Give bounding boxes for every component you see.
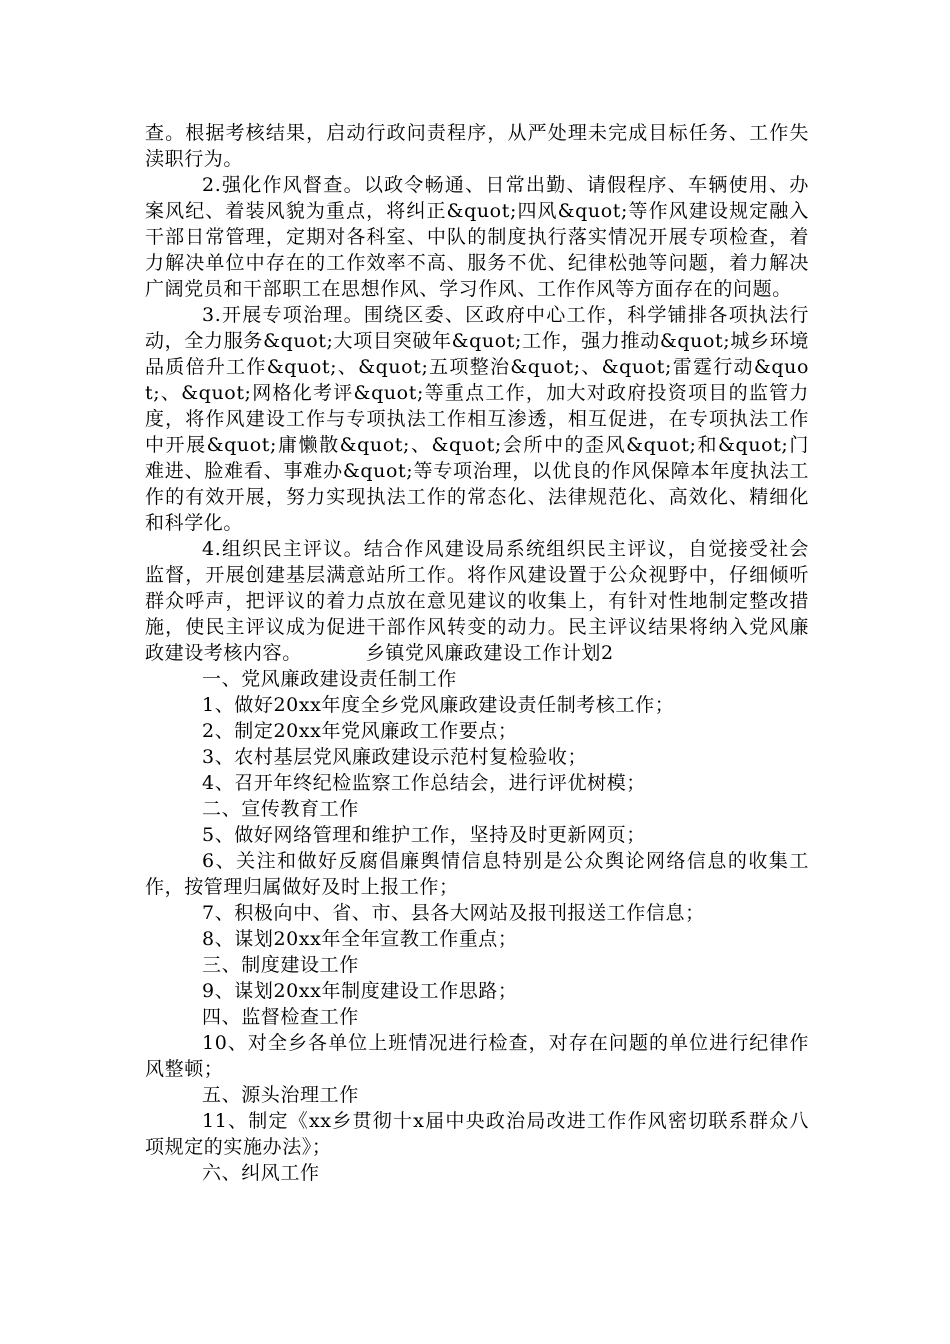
section-heading: 六、纠风工作 — [202, 1162, 320, 1184]
list-item: 6、关注和做好反腐倡廉舆情信息特别是公众舆论网络信息的收集工作，按管理归属做好及时上报工作； — [145, 850, 809, 898]
list-item: 8、谋划20xx年全年宣教工作重点； — [202, 928, 518, 950]
list-item: 7、积极向中、省、市、县各大网站及报刊报送工作信息； — [202, 902, 705, 924]
list-item: 3、农村基层党风廉政建设示范村复检验收； — [202, 746, 588, 768]
paragraph-body: 4.组织民主评议。结合作风建设局系统组织民主评议，自觉接受社会监督，开展创建基层满意站所工作。将作风建设置于公众视野中，仔细倾听群众呼声，把评议的着力点放在意见建议的收集上，有针对性地制定整改措施，使民主评议成为促进干部作风转变的动力。民主评议结果将纳入党风廉政建设考核内容。 — [145, 538, 809, 664]
list-item: 9、谋划20xx年制度建设工作思路； — [202, 980, 518, 1002]
list-item: 10、对全乡各单位上班情况进行检查，对存在问题的单位进行纪律作风整顿； — [145, 1032, 809, 1080]
paragraph: 2.强化作风督查。以政令畅通、日常出勤、请假程序、车辆使用、办案风纪、着装风貌为重点，将纠正&quot;四风&quot;等作风建设规定融入干部日常管理，定期对各科室、中队的制度执行落实情况开展专项检查，着力解决单位中存在的工作效率不高、服务不优、纪律松弛等问题，着力解决广阔党员和干部职工在思想作风、学习作风、工作作风等方面存在的问题。 — [145, 174, 809, 300]
list-item: 5、做好网络管理和维护工作，坚持及时更新网页； — [202, 824, 646, 846]
section-heading: 五、源头治理工作 — [202, 1084, 359, 1106]
section-heading: 四、监督检查工作 — [202, 1006, 359, 1028]
paragraph: 查。根据考核结果，启动行政问责程序，从严处理未完成目标任务、工作失渎职行为。 — [145, 122, 809, 170]
paragraph — [145, 536, 809, 666]
list-item: 4、召开年终纪检监察工作总结会，进行评优树模； — [202, 772, 646, 794]
list-item: 11、制定《xx乡贯彻十x届中央政治局改进工作作风密切联系群众八项规定的实施办法》； — [145, 1110, 809, 1158]
paragraph: 3.开展专项治理。围绕区委、区政府中心工作，科学铺排各项执法行动，全力服务&quot;大项目突破年&quot;工作，强力推动&quot;城乡环境品质倍升工作&quot;、&quot;五项整治&quot;、&quot;雷霆行动&quot;、&quot;网格化考评&quot;等重点工作，加大对政府投资项目的监管力度，将作风建设工作与专项执法工作相互渗透，相互促进，在专项执法工作中开展&quot;庸懒散&quot;、&quot;会所中的歪风&quot;和&quot;门难进、脸难看、事难办&quot;等专项治理，以优良的作风保障本年度执法工作的有效开展，努力实现执法工作的常态化、法律规范化、高效化、精细化和科学化。 — [145, 304, 809, 534]
list-item: 1、做好20xx年度全乡党风廉政建设责任制考核工作； — [202, 694, 675, 716]
section-heading: 三、制度建设工作 — [202, 954, 359, 976]
document-page — [145, 120, 809, 1186]
section-heading: 一、党风廉政建设责任制工作 — [202, 668, 457, 690]
section-heading: 二、宣传教育工作 — [202, 798, 359, 820]
section-title: 乡镇党风廉政建设工作计划2 — [365, 642, 614, 664]
list-item: 2、制定20xx年党风廉政工作要点； — [202, 720, 518, 742]
